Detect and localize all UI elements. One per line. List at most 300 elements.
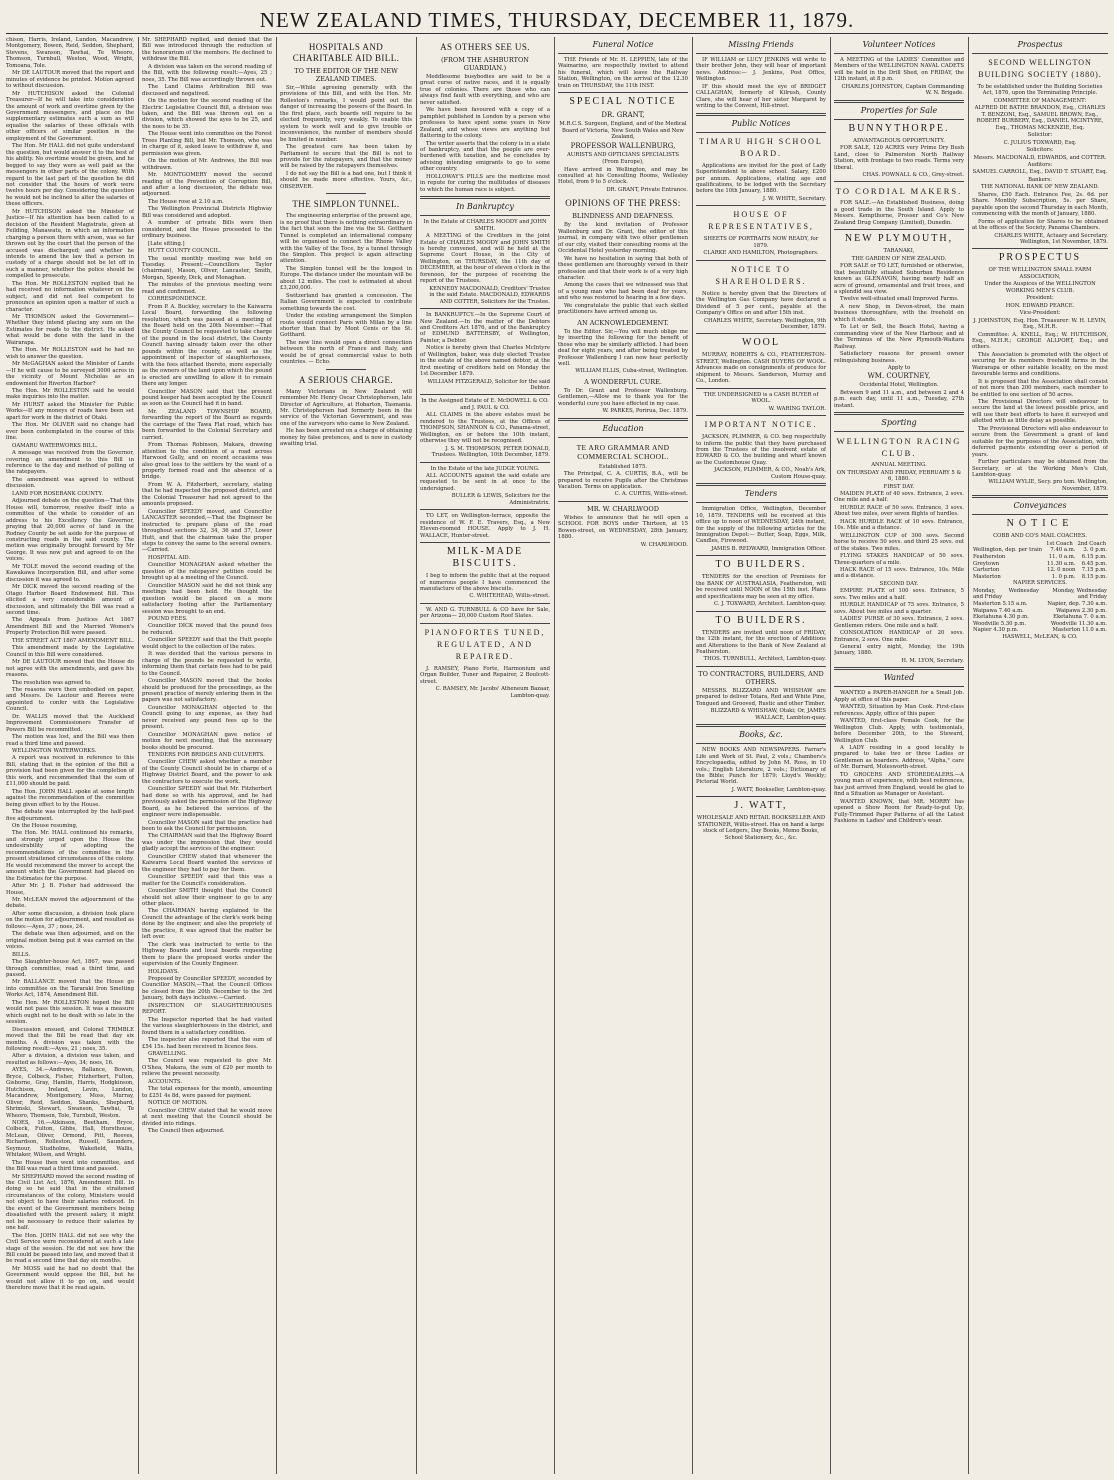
paragraph: After Mr. J. B. Fisher had addressed the House,: [6, 883, 134, 896]
advertisement-signature: C. A. CURTIS, Willis-street.: [614, 491, 688, 498]
paragraph-list: [142, 64, 272, 1135]
advertisement-line: SAMUEL CARROLL, Esq., DAVID T. STUART, Esq.: [972, 169, 1108, 176]
paragraph: Satisfactory reasons for present owner relinquishing business.: [834, 351, 964, 364]
paragraph: HURDLE RACE of 50 sovs. Entrance, 3 sovs. About two miles, over seven flights of hurdles.: [834, 504, 964, 518]
advertisement-line: Committee: A. KNELL, Esq.; W. HUTCHISON, Esq., M.H.R.; GEORGE ALLPORT, Esq.; and others.: [972, 331, 1108, 351]
advertisement-signature: DR. GRANT, Private Entrance.: [606, 186, 688, 193]
paragraph: The House rose at 2.10 a.m.: [148, 198, 224, 205]
paragraph: The debate was interrupted by the half-past five adjournment.: [6, 809, 134, 822]
section-heading: Funeral Notice: [592, 40, 654, 49]
tender-signature: BLIZZARD & WHISHAW, Otaki; Or, JAMES WALLACE, Lambton-quay.: [710, 708, 826, 721]
advertisement-line: COMMITTEE OF MANAGEMENT:: [993, 97, 1087, 104]
paragraph: The House went into committee on the Forest Trees Planting Bill, but Mr. Thomson, who was in charge of it, asked leave to withdraw it, and permission was given.: [142, 131, 272, 157]
column-rule: [276, 37, 277, 1474]
paragraph: The Hon. Mr ROLLESTON said he had no wish to answer the question.: [6, 347, 134, 360]
paragraph-list: [280, 389, 412, 448]
divider: [696, 796, 826, 797]
article-subheading: (FROM THE ASHBURTON GUARDIAN.): [440, 56, 529, 72]
timetable-cell: Waipawa 2.30 p.m.: [1055, 607, 1107, 614]
paragraph: Mr McGAGHAN asked the Minister of Lands—If he will cause to be surveyed 3000 acres in the vicinity of Mount Nicholas as an endowment for Riverton Harbor?: [6, 361, 134, 387]
tender-heading: TO CONTRACTORS, BUILDERS, AND OTHERS.: [698, 669, 824, 686]
timetable-cell: Monday, Wednesday and Friday: [1052, 587, 1107, 601]
timetable-row: [972, 547, 1108, 554]
divider: [558, 53, 688, 54]
paragraph: HURDLE HANDICAP of 75 sovs. Entrance, 5 sovs. About two miles and a quarter.: [834, 602, 964, 615]
advertisement-heading: BUNNYTHORPE.: [848, 122, 950, 134]
notice-body: ALL CLAIMS in the above estates must be rendered to the Trustees, at the Offices of THOMPSON, SHANNON & CO., Panama-street, Wellington, on or before the 10th instant, otherwise they will not be recognised.: [420, 412, 550, 445]
timetable-header: [972, 541, 1108, 548]
advertisement-body: Forms of application for Shares to be obtained at the offices of the Society, Panama Chambers.: [972, 218, 1108, 232]
paragraph: The debate was then adjourned, and on the original motion being put it was carried on the voices.: [6, 931, 134, 951]
paragraph: The usual monthly meeting was held on Tuesday. Present:—Councillors Taylor (chairman), Mason, Oliver, Lancaster, Smith, Morgan, Speedy, Dick, and Monaghan.: [142, 255, 272, 281]
paragraph: HOLIDAYS.: [148, 968, 180, 975]
divider: [326, 193, 366, 194]
advertisement-heading: WELLINGTON RACING CLUB.: [836, 436, 962, 459]
divider: [420, 215, 550, 216]
advertisement-subheading: TARANAKI,: [883, 248, 915, 255]
paragraph: Mr MOSS said he had no doubt that the Government would oppose the Bill, but he would not allow it to go on, and would therefore move that it be read again.: [6, 1265, 134, 1292]
advertisement-body: Between 9 and 11 a.m., and between 2 and 4 p.m. each day, until 11 a.m., Tuesday, 27th instant.: [834, 389, 964, 409]
divider: [420, 623, 550, 624]
paragraph: Councillor MONAGHAN gave notice of motion for next meeting, that the necessary books should be procured.: [142, 731, 272, 751]
paragraph: Councillor MASON said that the present pound keeper had been accepted by the Council as soon as the Council had it in hand.: [142, 388, 272, 408]
timetable-cell: Waipawa 7.40 a.m.: [973, 607, 1024, 614]
paragraph: The CHAIRMAN said that the Highway Board was under the impression that they would gladly accept the services of the engineer.: [142, 833, 272, 853]
paragraph: EMPIRE PLATE of 100 sovs. Entrance, 5 sovs. Two miles and a half.: [834, 588, 964, 601]
advertisement-signature: CHAS. POWNALL & CO., Grey-street.: [862, 171, 964, 178]
paragraph: LADIES' PURSE of 30 sovs. Entrance, 2 sovs. Gentlemen riders. One mile and a half.: [834, 616, 964, 629]
advertisement-subheading: ADVANTAGEOUS OPPORTUNITY.: [853, 137, 945, 144]
advertisement-heading: TE ARO GRAMMAR AND COMMERCIAL SCHOOL.: [576, 442, 670, 461]
paragraph: After some discussion, a division took place on the motion for adjournment, and resulted as follows:—Ayes, 37 ; noes, 24.: [6, 910, 134, 930]
paragraph: ACCOUNTS.: [148, 1078, 183, 1085]
paragraph: From W. A. Fitzherbert, secretary, stating that he had inspected the proposed district, and the Colonial Treasurer had not agreed to the amounts proposed.: [142, 481, 272, 508]
divider: [972, 514, 1108, 515]
advertisement-line: Established 1875.: [598, 463, 648, 470]
paragraph: The reasons were then embodied on paper, and Messrs. De Lautour and Reeves were appointed to confer with the Legislative Council.: [6, 686, 134, 713]
paragraph: The Council was requested to give Mr. O'Shea, Makara, the sum of £20 per month to relieve the present necessity.: [142, 1058, 272, 1078]
divider: [696, 415, 826, 416]
column-4-notices: [420, 37, 550, 1474]
paragraph: Mr TOLE moved the second reading of the Kawakawa Incorporation Bill, and after some discussion it was agreed to.: [6, 563, 134, 583]
timetable-row: [972, 588, 1108, 601]
advertisement-signature: CHARLES WHITE, Actuary and Secretary. Wellington, 1st November, 1879.: [994, 232, 1108, 245]
divider: [420, 542, 550, 543]
paragraph: The Hon. Mr HALL did not quite understand the question, but would answer it to the best of his ability. No overtime would be given, and he begged to say they were as well paid as the messengers in other parts of the colony. With regard to the last part of the question he did not consider that the hours of work were twelve hours per day. Considering the question he would not be inclined to alter the salaries of these officers.: [6, 143, 134, 208]
paragraph: From P. A. Buckley, secretary to the Kaiwarra Local Board, forwarding the following resolution, which was passed at a meeting of the Board held on the 20th November:—That the County Council be requested to take charge of the pound in the local district, the County Council having already taken over the other pounds within the county, as well as the appointment of inspector of slaughterhouses, with the fees attached thereto, more especially as the owners of the land upon which the pound is erected are unwilling to allow it to remain there any longer.: [142, 303, 272, 388]
paragraph: CORRESPONDENCE.: [148, 296, 207, 303]
advertisement-heading: J. WATT,: [734, 800, 788, 812]
paragraph: Councillor MASON said he did not think any meetings had been held. He thought the question would be placed on a more satisfactory footing after the Parliamentary session was brought to an end.: [142, 582, 272, 615]
timetable-cell: Eketahuna 4.30 p.m.: [973, 614, 1029, 621]
timetable-cell: 8.15 p.m.: [1081, 573, 1107, 580]
paragraph: Councillor SMITH thought that the Council should not allow their engineer to go to any other place.: [142, 888, 272, 907]
newspaper-title: NEW ZEALAND TIMES, THURSDAY, DECEMBER 11, 1879.: [259, 8, 855, 32]
paragraph: chison, Harris, Ireland, Lundon, Macandrew, Montgomery, Bowen, Reid, Seddon, Shephard, Stevens, Swanson, Tawhai, Te Wheoro, Thomson, Turnbull, Weston, Wood, Wright, Tomoana, Tole.: [6, 37, 134, 69]
paragraph: CONSOLATION HANDICAP of 20 sovs. Entrance, 2 sovs. One mile.: [834, 630, 964, 643]
notice-heading: In the Estate of CHARLES MOODY and JOHN SMITH.: [423, 219, 547, 232]
advertisement-body: Notice is hereby given that the Directors of the Wellington Gas Company have declared a Dividend of 5 per cent., payable at the Company's Office on and after 15th inst.: [696, 290, 826, 317]
paragraph: This Association is promoted with the object of securing for its members freehold farms in the Wairarapa or other suitable locality, on the most favourable terms and conditions.: [972, 351, 1108, 378]
notice-signature: WILLIAM FITZGERALD, Solicitor for the said Debtor.: [427, 378, 550, 392]
paragraph: Councillor MONAGHAN asked whether the question of the ratepayers' petition could be brought up at a meeting of the Council.: [142, 562, 272, 582]
advertisement-body: NEW BOOKS AND NEWSPAPERS. Farrar's Life and Work of St. Paul, 2 vols.; Chambers's Encyclopaedia, edited by John M. Ross, in 10 vols.; English Literature, 2 vols.; Dictionary of the Bible; Punch for 1879; Lloyd's Weekly; Pictorial World.: [696, 747, 826, 786]
divider: [558, 92, 688, 93]
advertisement-line: NAPIER SERVICES.: [1013, 580, 1067, 587]
paragraph: This amendment made by the Legislative Council in this Bill were considered.: [6, 645, 134, 658]
advertisement-line: Solicitor:: [1027, 132, 1053, 139]
notice-signature: CHARLES JOHNSTON, Captain Commanding W. N. Brigade.: [841, 83, 964, 97]
tender-heading: TO BUILDERS.: [715, 559, 807, 571]
notice-heading: In BANKRUPTCY.—In the Supreme Court of New Zealand.—In the matter of the Debtors and Creditors Act 1876, and of the Bankruptcy of EDMUND BATTERSBY, of Wellington, Painter, a Debtor.: [420, 312, 550, 344]
tender-signature: THOS. TURNBULL, Architect, Lambton-quay.: [703, 656, 826, 663]
advertisement-heading: WOOL: [742, 337, 780, 349]
paragraph-list: [834, 263, 964, 364]
divider: [972, 248, 1108, 249]
divider: [420, 308, 550, 309]
article-subheading: BLINDNESS AND DEAFNESS.: [572, 212, 674, 221]
divider: [696, 388, 826, 389]
section-heading: Tenders: [744, 489, 778, 499]
advertisement-line: C. JULIUS TOXWARD, Esq.: [1003, 139, 1077, 146]
section-heading: Volunteer Notices: [862, 40, 936, 49]
column-7-property-sporting: [834, 37, 964, 1474]
signature: WILLIAM ELLIS, Cuba-street, Wellington.: [575, 368, 688, 375]
paragraph: Councillor MASON said that the practice had been to ask the Council for permission.: [142, 819, 272, 833]
advertisement-line: ON THURSDAY AND FRIDAY, FEBRUARY 5 & 6, 1880.: [836, 469, 962, 483]
divider: [834, 53, 964, 54]
timetable-cell: 7.40 a.m.: [1050, 547, 1076, 554]
advertisement-line: HON. EDWARD PEARCE.: [1005, 302, 1075, 309]
paragraph: A division was taken on the second reading of the Bill, with the following result:—Ayes, 25 ; noes, 35. The Bill was accordingly thrown out.: [142, 63, 272, 83]
divider: [420, 196, 550, 199]
advertisement-line: Solicitors:: [1026, 147, 1054, 154]
timetable-body: [972, 588, 1108, 634]
tender-heading: TO BUILDERS.: [715, 614, 807, 626]
funeral-notice: THE Friends of Mr. H. LEPPIEN, late of the Waimarino, are respectfully invited to attend his funeral, which will leave the Railway Station, Wellington, on the arrival of the 12.30 train on THURSDAY, the 11th INST.: [558, 57, 688, 89]
article-heading: AN ACKNOWLEDGEMENT.: [577, 318, 669, 327]
paragraph: Mr. MONTGOMERY moved the second reading of the Prevention of Corruption Bill, and after a long discussion, the debate was adjourned.: [142, 172, 272, 198]
paragraph: WANTED KNOWN, that MR. MORRY has opened a Show Room for Ready-to-put Up, Fully-Trimmed Paper Patterns of all the Latest Fashions in Ladies' and Children's wear.: [834, 798, 964, 824]
column-5-specials: [558, 37, 688, 1474]
divider: [834, 119, 964, 120]
advertisement-line: SECOND DAY.: [879, 580, 919, 587]
timetable-cell: Masterton: [973, 573, 1001, 580]
paragraph: To Dr. Grant and Professor Wallenburg. Gentlemen,—Allow me to thank you for the wonderful cure you have effected in my case.: [558, 387, 688, 407]
paragraph: He has been arrested on a charge of obtaining money by false pretences, and is now in custody awaiting trial.: [280, 428, 412, 448]
divider: [558, 418, 688, 421]
timetable-cell: Masterton 11.0 a.m.: [1052, 627, 1107, 634]
article-heading: OPINIONS OF THE PRESS:: [565, 198, 681, 209]
timetable-header-cell: [972, 541, 1045, 548]
divider: [834, 100, 964, 103]
paragraph: Dr. WALLIS moved that the Auckland Improvement Commissioners Transfer of Powers Bill be recommitted.: [6, 713, 134, 733]
paragraph: Mr DE LAUTOUR moved that the report and minutes of evidence be printed. Motion agreed to without discussion.: [6, 70, 134, 90]
paragraph: HACK HURDLE RACE of 10 sovs. Entrance, 10s. Mile and a distance.: [834, 518, 964, 532]
paragraph: The greatest care has been taken by Parliament to secure that the Bill is not to provide for the ratepayers, and that the money will be raised by the ratepayers themselves.: [280, 144, 412, 170]
advertisement-holloway: HOLLOWAY'S PILLS are the medicine most in repute for curing the multitudes of diseases to which the human race is subject.: [420, 173, 550, 193]
column-rule: [416, 37, 417, 1474]
advertisement-line: Auditors:: [1027, 161, 1053, 168]
notice-heading: In the Estate of the late JUDGE YOUNG.: [430, 465, 540, 472]
advertisement-body: Applications are invited for the post of Lady Superintendent to above school. Salary, £200 per annum. Applications, stating age and qualifications, to be lodged with the Secretary before the 10th January, 1880.: [696, 162, 826, 195]
paragraph-list: [558, 222, 688, 315]
advertisement-body: JACKSON, PLIMMER, & CO. beg respectfully to inform the public that they have purchased from the Trustees of the insolvent estate of EDWARD & CO. the building and wharf known as the Customhouse Quay.: [696, 434, 826, 466]
paragraph: The Hon. JOHN HALL did not see why the Civil Service were reconsidered at such a late stage of the session. He did not see how the Bill could be passed into law, and moved that it be read a second time that day six months.: [6, 1232, 134, 1265]
divider: [420, 462, 550, 463]
advertisement-body: FOR SALE, 120 ACRES very Prime Dry Bush Land, close to Palmerston North Railway Station, with frontage to two roads. Terms very liberal.: [834, 145, 964, 171]
paragraph: The resolution was agreed to.: [12, 679, 92, 686]
paragraph: Mr THOMSON asked the Government—Whether they intend placing any sum on the Estimates for roads to the district. He asked what would be done with the land in the Wairarapa.: [6, 314, 134, 346]
tender-body: Immigration Office, Wellington, December 10, 1879. TENDERS will be received at this office up to noon of WEDNESDAY, 24th instant, for the supply of the following articles for the Immigration Depot:— Butter, Soap, Eggs, Milk, Candles, Firewood.: [696, 506, 826, 545]
column-rule: [554, 37, 555, 1474]
notice-body: ALL ACCOUNTS against the said estate are requested to be sent in at once to the undersigned.: [420, 473, 550, 492]
paragraph: WELLINGTON CUP of 300 sovs. Second horse to receive 50 sovs. and third 25 sovs. out of the stakes. Two miles.: [834, 532, 964, 552]
article-heading: AS OTHERS SEE US.: [440, 42, 530, 52]
paragraph: TENDERS FOR BRIDGES AND CULVERTS.: [148, 752, 265, 759]
paragraph: The amendment was agreed to without discussion.: [6, 476, 134, 490]
paragraph: The new line would open a direct connection between the north of France and Italy, and would be of great commercial value to both countries. — Echo.: [280, 339, 412, 366]
paragraph: General entry night, Monday, the 19th January, 1880.: [834, 644, 964, 657]
paragraph: From Thomas Robinson, Makara, drawing attention to the condition of a road across Harwood Gully, and on recent occasions was also great loss to the settlers by the want of a properly formed road and the absence of a bridge.: [142, 442, 272, 481]
timetable-row: [972, 627, 1108, 634]
divider: [834, 686, 964, 687]
divider: [834, 412, 964, 415]
paragraph: The Hon. Mr. HALL continued his remarks, and strongly urged upon the House the undesirability of adopting the recommendations of the committee in the present straitened circumstances of the colony. He would recommend the mover to accept the amount which the Government had placed on the Estimates for the purpose.: [6, 830, 134, 882]
advertisement-to-let: TO LET, on Wellington-terrace, opposite the residence of W. F. E. Travers, Esq., a New Eleven-roomed HOUSE. Apply to J. H. WALLACE, Hunter-street.: [420, 513, 550, 539]
advertisement-line: Messrs. MACDONALD, EDWARDS, and COTTER.: [973, 154, 1107, 161]
paragraph: Twelve well-situated small Improved Farms.: [840, 296, 959, 303]
paragraph: NOTICE OF MOTION.: [148, 1100, 208, 1107]
advertisement-line: M.R.C.S. Surgeon, England, and of the Medical Board of Victoria, New South Wales and New Zealand,: [559, 121, 687, 141]
timetable-cell: 11. 0 a.m.: [1048, 554, 1076, 561]
paragraph: The motion was lost, and the Bill was then read a third time and passed.: [6, 734, 134, 747]
advertisement-signature: CLARKE AND HAMILTON, Photographers.: [703, 250, 819, 257]
paragraph: On the House resuming,: [12, 823, 78, 830]
paragraph: Further particulars may be obtained from the Secretary, or at the Working Men's Club, Lambton-quay.: [972, 459, 1108, 479]
divider: [696, 333, 826, 334]
advertisement-heading: PIANOFORTES TUNED, REGULATED, AND REPAIRED.: [424, 627, 546, 661]
advertisement-body: Wishes to announce that he will open a SCHOOL FOR BOYS under Thirteen, at 15 Bowen-street, on WEDNESDAY, 28th January, 1880.: [558, 514, 688, 541]
timetable-cell: 11.30 a.m.: [1047, 560, 1076, 567]
timetable-cell: 3. 0 p.m.: [1083, 547, 1107, 554]
paragraph: The Simplon tunnel will be the longest in Europe. The distance under the mountain will be about 12 miles. The cost is estimated at about £3,200,000.: [280, 265, 412, 292]
section-heading: In Bankruptcy: [456, 202, 514, 212]
timetable-row: [972, 601, 1108, 608]
paragraph: Among the cases that we witnessed was that of a young man who had been deaf for years, and who was restored to hearing in a few days.: [558, 282, 688, 302]
timetable-row: [972, 621, 1108, 628]
paragraph: AYES, 34.—Andrews, Ballance, Bowen, Bryce, Colbeck, Fisher, Fitzherbert, Fulton, Gisborne, Gray, Hamlin, Harris, Hodgkinson, Hutchison, Ireland, Levin, Lundon, Macandrew, Montgomery, Moss, Murray, Oliver, Reid, Seddon, Shanks, Shephard, Shrimski, Stewart, Swanson, Tawhai, Te Wheoro, Thomson, Tole, Turnbull, Weston.: [6, 1067, 134, 1119]
masthead-rule: [6, 33, 1108, 34]
paragraph: The minutes of the previous meeting were read and confirmed.: [142, 282, 272, 295]
notice-signature: KENNEDY MACDONALD, Creditors' Trustee in the said Estate. MACDONALD, EDWARDS AND COTTER, Solicitors for the Trustee.: [429, 285, 550, 305]
divider: [696, 666, 826, 667]
divider: [696, 113, 826, 116]
advertisement-body: FOR SALE.—An Established Business, doing a good trade in the South Island. Apply to Messrs. Kempthorne, Prosser and Co's New Zealand Drug Company (Limited), Dunedin.: [834, 200, 964, 226]
timetable-cell: Greytown: [973, 560, 1000, 567]
timetable-header-cell: 1st Coach: [1046, 540, 1073, 547]
paragraph: Mr. SHEPHARD replied, and denied that the Bill was introduced through the reduction of the honorarium of the members. He declined to withdraw the Bill.: [142, 37, 272, 63]
paragraph: The writer asserts that the colony is in a state of bankruptcy, and that the people are over-burdened with taxation, and he concludes by advising intending emigrants to go to some other country.: [420, 140, 550, 173]
paragraph: THE STREET ACT 1867 AMENDMENT BILL.: [12, 637, 134, 644]
paragraph: A new Shop, in Devon-street, the main business thoroughfare, with the freehold on which it stands.: [834, 303, 964, 323]
paragraph: On the motion for the second reading of the Electric Legislative Council Bill, a division was taken, and the Bill was thrown out on a division, which showed the ayes to be 25, and the noes to be 35.: [142, 98, 272, 130]
advertisement-heading: PROSPECTUS: [998, 252, 1082, 264]
napier-timetable: [972, 588, 1108, 634]
paragraph: It is proposed that the Association shall consist of not more than 200 members, each member to be entitled to one section of 50 acres.: [972, 378, 1108, 398]
timetable-cell: Wellington, dep. per train: [973, 547, 1043, 554]
advertisement-heading: MILK-MADE BISCUITS.: [446, 546, 524, 570]
timetable-cell: 12. 0 noon: [1047, 567, 1076, 574]
masthead: [0, 0, 1114, 34]
notice-body: IF WILLIAM or LUCY JENKINS will write to their brother John, they will hear of important news. Address:— J. Jenkins, Post Office, Wellington.: [696, 57, 826, 83]
paragraph: The total expenses for the month, amounting to £251 4s 8d, were passed for payment.: [142, 1086, 272, 1099]
advertisement-line: DR. GRANT,: [601, 111, 645, 120]
advertisement-signature: C. RAMSEY, Mr. Jacobs' Atheneum Bazaar, Lambton-quay.: [435, 686, 550, 699]
advertisement-line: Occidental Hotel, Wellington.: [859, 382, 939, 389]
paragraph: Councillor MONAGHAN objected to the Council going to any expense, as they had never received any pound fees up to the present.: [142, 704, 272, 731]
notice-signature: BULLER & LEWIS, Solicitors for the Administratrix.: [451, 493, 550, 506]
advertisement-line: Bankers:: [1028, 176, 1052, 183]
paragraph: The Wellington Provincial Districts Highway Bill was considered and adopted.: [142, 206, 272, 219]
paragraph: WANTED, Situation by Man Cook. First-class references. Apply, office of this paper.: [834, 704, 964, 717]
divider: [696, 132, 826, 133]
timetable-row: [972, 567, 1108, 574]
paragraph: Switzerland has granted a concession. The Italian Government is expected to contribute something towards the cost.: [280, 292, 412, 312]
section-heading: Sporting: [881, 418, 917, 428]
notice-body: IF this should meet the eye of BRIDGET CALLAGHAN, formerly of Kilrush, County Clare, she will hear of her sister Margaret by writing to the Convent, Hill-street.: [696, 83, 826, 110]
paragraph: Councillor MASON moved that the books should be produced for the proceedings, as the present practice of merely entering them in the papers was not satisfactory.: [142, 678, 272, 704]
tender-signature: C. J. TOXWARD, Architect. Lambton-quay.: [714, 601, 826, 608]
timetable-body: [972, 547, 1108, 580]
divider: [834, 667, 964, 670]
paragraph: INSPECTION OF SLAUGHTERHOUSES REPORT.: [142, 1002, 272, 1016]
column-8-prospectus: [972, 37, 1108, 1474]
notice-body: A MEETING of the Creditors in the joint Estate of CHARLES MOODY and JOHN SMITH is hereby convened, and will be held at the Supreme Court House, in the City of Wellington, on THURSDAY, the 11th day of DECEMBER, at the hour of eleven o'clock in the forenoon, for the purpose of receiving the report of the Trustees.: [420, 233, 550, 285]
advertisement-body: The Principal, C. A. CURTIS, B.A., will be prepared to receive Pupils after the Christmas Vacation. Terms on application.: [558, 471, 688, 491]
paragraph: WANTED, first-class Female Cook, for the Wellington Club. Apply, with testimonials, before December 20th, to the Steward, Wellington Club.: [834, 718, 964, 744]
advertisement-line: J. JOHNSTON, Esq. Hon. Treasurer: W. H. LEVIN, Esq., M.H.R.: [973, 317, 1107, 331]
divider: [696, 53, 826, 54]
divider: [420, 394, 550, 395]
paragraph: OAMARU WATERWORKS BILL.: [12, 442, 98, 449]
paragraph-list: [834, 690, 964, 824]
paragraph: The Hon. Mr OLIVER said no change had ever been contemplated in the course of this line.: [6, 422, 134, 442]
paragraph: The engineering enterprise of the present age, is no proof that there is nothing extraordinary in the fact that soon the line via the St. Gotthard Tunnel is completed an international company will be organised to connect the Rhone Valley with the Valley of the Toce, by a tunnel through the Simplon. This project is again attracting attention.: [280, 213, 412, 265]
paragraph: After a division, a division was taken, and resulted as follows:—Ayes, 34; noes, 16.: [6, 1053, 134, 1066]
tender-body: TENDERS for the erection of Premises for the BANK OF AUSTRALASIA, Featherston, will be received until NOON of the 15th inst. Plans and specifications may be seen at my office.: [696, 574, 826, 600]
paragraph: We have been favoured with a copy of a pamphlet published in London by a person who professes to have spent some years in New Zealand, and whose views are anything but flattering to the colony.: [420, 107, 550, 140]
paragraph: The Provisional Directors will endeavour to secure the land at the lowest possible price, and will use their best efforts to have it surveyed and allotted with as little delay as possible.: [972, 399, 1108, 425]
column-rule: [138, 37, 139, 1474]
paragraph: Adjourned debate on the question—That this House will, tomorrow, resolve itself into a committee of the whole to consider of an address to his Excellency the Governor, praying that 20,000 acres of land in the Rodney County be set aside for the purpose of constructing roads in the said county. The motion was originally brought forward by Mr George. It was now put and agreed to on the voices.: [6, 498, 134, 563]
divider: [420, 509, 550, 510]
paragraph: Mr HUTCHISON asked the Minister of Justice—If his attention has been called to a decision of the Resident Magistrate, given at Feilding, Manawatu, in which an information charging a person there with arson, was so far thrown out by the court that the person of the accused was discharged; and whether he intends to amend the law that a person in custody of a charge should not be let off in such a manner, whether the police should be compelled to prosecute.: [6, 208, 134, 280]
paragraph: We have no hesitation in saying that both of these gentlemen are thoroughly versed in their profession and that their work is of a very high character.: [558, 255, 688, 281]
paragraph: We congratulate the public that such skilled practitioners have arrived among us.: [558, 302, 688, 316]
column-2-council: [142, 37, 272, 1474]
divider: [834, 181, 964, 182]
advertisement-signature: J. W. WHITE, Secretary.: [762, 195, 826, 202]
paragraph: Councillor SPEEDY said that Mr. Fitzherbert had done so with his approval, and he had previously asked the permission of the Highway Board, as he believed the services of the engineer were indispensable.: [142, 786, 272, 819]
advertisement-body: W. AND G. TURNBULL & CO have for Sale, per Arizona— 20,000 Custom Roof Slates.: [420, 606, 550, 620]
paragraph: Councillor DICK moved that the pound fees be reduced.: [142, 623, 272, 636]
paragraph: TO GROCERS AND STOREDEALERS.—A young man of experience, with best references, has just arrived from England, would be glad to find a Situation as Manager or Assistant.: [834, 771, 964, 798]
divider: [696, 205, 826, 206]
timetable-cell: Eketahuna 7. 0 a.m.: [1053, 614, 1107, 621]
divider: [420, 603, 550, 604]
timetable-cell: 7.15 p.m.: [1081, 567, 1107, 574]
tender-signature: JAMES B. REDWARD, Immigration Officer.: [711, 545, 826, 552]
paragraph: Councillor SPEEDY said that this was a matter for the Council's consideration.: [142, 874, 272, 887]
paragraph: HOSPITAL AID.: [148, 554, 191, 561]
timetable-cell: Featherston: [973, 554, 1006, 561]
advertisement-line: COBB AND CO'S MAIL COACHES.: [993, 533, 1087, 540]
paragraph-list: [280, 85, 412, 190]
paragraph: GRAVELLING.: [148, 1050, 187, 1057]
timetable-row: [972, 614, 1108, 621]
paragraph-list: [280, 213, 412, 365]
divider: [972, 495, 1108, 498]
advertisement-body: I beg to inform the public that at the request of numerous people I have commenced the manufacture of the above biscuits.: [420, 573, 550, 592]
coach-timetable: [972, 541, 1108, 581]
advertisement-heading: NEW PLYMOUTH,: [844, 233, 954, 245]
advertisement-signature: WM. COURTNEY,: [867, 372, 931, 381]
paragraph: FLYING STAKES HANDICAP of 50 sovs. Three-quarters of a mile.: [834, 553, 964, 566]
paragraph: The CHAIRMAN having explained to the Council the advantage of the clerk's work being done by the engineer, and also the propriety of the practice, it was agreed that the matter be left over.: [142, 908, 272, 941]
section-heading: Books, &c.: [739, 730, 783, 740]
paragraph: Under the existing arrangement the Simplon route would connect Paris with Milan by a line shorter than that by Mont Cenis or the St. Gotthard.: [280, 313, 412, 339]
timetable-cell: Carterton: [973, 567, 1000, 574]
timetable-cell: Monday, Wednesday and Friday: [973, 587, 1039, 601]
paragraph: Proposed by Councillor SPEEDY, seconded by Councillor MASON,—That the Council Offices be closed from the 20th December to the 3rd January, both days inclusive.—Carried.: [142, 975, 272, 1002]
paragraph: On the motion of Mr. Andrews, the Bill was withdrawn.: [142, 158, 272, 171]
advertisement-heading: TIMARU HIGH SCHOOL BOARD.: [699, 136, 823, 158]
paragraph: Mr SHEPHARD moved the second reading of the Civil List Act, 1876, Amendment Bill. In doing so he said that in the straitened circumstances of the colony, Ministers would not object to have their salaries reduced. In the event of the Government members being dissatisfied with the present salary, it might not be necessary to reduce their salaries by one half.: [6, 1173, 134, 1232]
paragraph: LAND FOR ROSEBANK COUNTY.: [12, 490, 103, 497]
signature: W. PARKES, Porirua, Dec. 1879.: [602, 408, 688, 415]
paragraph: The Hon. JOHN HALL spoke at some length against the recommendation of the committee being given effect to by the House.: [6, 788, 134, 808]
divider: [558, 437, 688, 438]
paragraph: WELLINGTON WATERWORKS.: [12, 748, 97, 755]
paragraph: POUND FEES.: [148, 615, 188, 622]
column-6-public-notices: [696, 37, 826, 1474]
advertisement-signature: W. CHARLWOOD.: [640, 541, 688, 548]
advertisement-signature: C. WHITEHEAD, Willis-street.: [469, 593, 550, 600]
paragraph: The House then went into committee, and the Bill was read a third time and passed.: [6, 1159, 134, 1173]
paragraph: Councillor CHEW asked whether a member of the County Council should be in charge of a Highway District Board, and the power to ask the contractors to execute the work.: [142, 759, 272, 785]
advertisement-signature: W. WARING TAYLOR.: [768, 405, 826, 412]
section-heading: Wanted: [883, 673, 915, 683]
timetable-cell: 1. 0 p.m.: [1051, 573, 1076, 580]
divider: [834, 431, 964, 432]
paragraph: Mr DE LAUTOUR moved that the House do not agree with the amendments, and gave his reasons.: [6, 659, 134, 679]
paragraph: The Provisional Directors will also endeavour to secure from the Government a grant of land suitable for the purposes of the Association, with deferred payments extending over a period of years.: [972, 425, 1108, 458]
paragraph-list: [834, 588, 964, 657]
paragraph: Mr. McLEAN moved the adjournment of the debate.: [6, 897, 134, 910]
paragraph: MAIDEN PLATE of 40 sovs. Entrance, 2 sovs. One mile and a half.: [834, 491, 964, 504]
article-heading: HOSPITALS AND CHARITABLE AID BILL.: [292, 42, 400, 63]
advertisement-heading: NOTICE: [1006, 518, 1074, 530]
paragraph: NOES, 16.—Atkinson, Beetham, Bryce, Colbeck, Fulton, Gibbs, Hall, Hursthouse, McLean, Oliver, Ormond, Pitt, Reeves, Richardson, Rolleston, Russell, Saunders, Seymour, Studholme, Wakefield, Wallis, Whitaker, Wilson, and Wright.: [6, 1119, 134, 1159]
advertisement-line: Under the Auspices of the WELLINGTON WORKING MEN'S CLUB.: [984, 281, 1096, 294]
timetable-cell: Woodville 11.30 a.m.: [1050, 620, 1107, 627]
paragraph: By the kind invitation of Professor Wallenburg and Dr. Grant, the editor of this journal, in company with two other gentlemen of our city, visited their consulting rooms at the Occidental Hotel yesterday morning.: [558, 222, 688, 255]
advertisement-heading: IMPORTANT NOTICE.: [704, 420, 818, 430]
timetable-header-cell: 2nd Coach: [1077, 540, 1107, 547]
advertisement-line: Apply to: [887, 364, 911, 371]
advertisement-signature: JACKSON, PLIMMER, & CO., Noah's Ark, Custom House-quay.: [714, 467, 826, 480]
